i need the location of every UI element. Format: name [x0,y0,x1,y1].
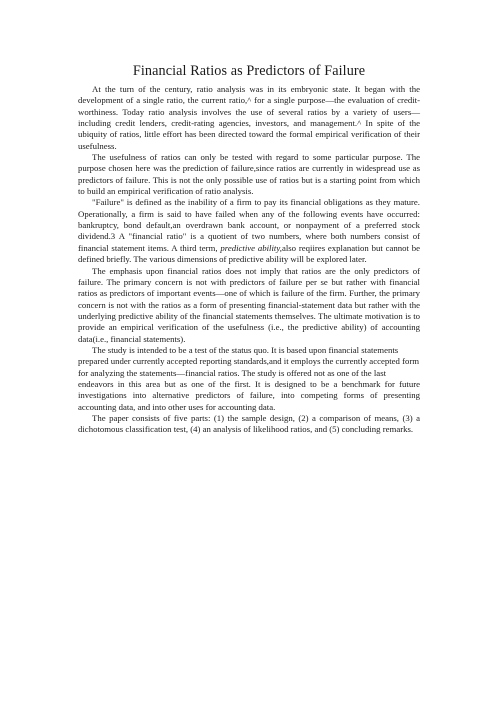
paragraph-emphasis: The emphasis upon financial ratios does not imply that ratios are the only predictors of failure. The primary concern is not with predictors of failure per se but rather with financial ratios as predictors of important events—one of which is failure of the firm. Further, the primary concern is not with the ratios as a form of presenting financial-statement data but rather with the underlying predictive ability of the financial statements themselves. The ultimate motivation is to provide an empirical verification of the usefulness (i.e., the predictive ability) of accounting data(i.e., financial statements). [78,265,420,344]
definitions-text-after: also reqiires explanation but cannot be defined briefly. The various dimensions of predictive ability will be explored later. [78,242,420,265]
predictive-ability-term: predictive ability, [220,242,282,253]
definitions-text-before: "Failure" is defined as the inability of a firm to pay its financial obligations as they mature. Operationally, a firm is said to have failed when any of the following events have occurred: bankruptcy, bond default,an overdrawn bank account, or nonpayment of a preferred stock dividend.3 A "financial ratio" is a quotient of two numbers, where both numbers consist of financial statement items. A third term, [78,197,420,253]
paragraph-status-quo: The study is intended to be a test of the status quo. It is based upon financial statements prepared under currently accepted reporting standards,and it employs the currently accepted form for analyzing the statements—financial ratios. The study is offered not as one of the last [78,344,420,378]
paragraph-benchmark: endeavors in this area but as one of the first. It is designed to be a benchmark for future investigations into alternative predictors of failure, into competing forms of presenting accounting data, and into other uses for accounting data. [78,378,420,412]
paragraph-outline: The paper consists of five parts: (1) the sample design, (2) a comparison of means, (3) a dichotomous classification test, (4) an analysis of likelihood ratios, and (5) concluding remarks. [78,412,420,435]
paragraph-intro: At the turn of the century, ratio analysis was in its embryonic state. It began with the development of a single ratio, the current ratio,^ for a single purpose—the evaluation of credit-worthiness. Today ratio analysis involves the use of several ratios by a variety of users—including credit lenders, credit-rating agencies, investors, and management.^ In spite of the ubiquity of ratios, little effort has been directed toward the formal empirical verification of their usefulness. [78,84,420,151]
document-page [78,62,420,436]
paragraph-definitions [78,197,420,265]
document-title: Financial Ratios as Predictors of Failure [132,63,366,79]
paragraph-usefulness: The usefulness of ratios can only be tested with regard to some particular purpose. The purpose chosen here was the prediction of failure,since ratios are currently in widespread use as predictors of failure. This is not the only possible use of ratios but is a starting point from which to build an empirical verification of ratio analysis. [78,152,420,197]
